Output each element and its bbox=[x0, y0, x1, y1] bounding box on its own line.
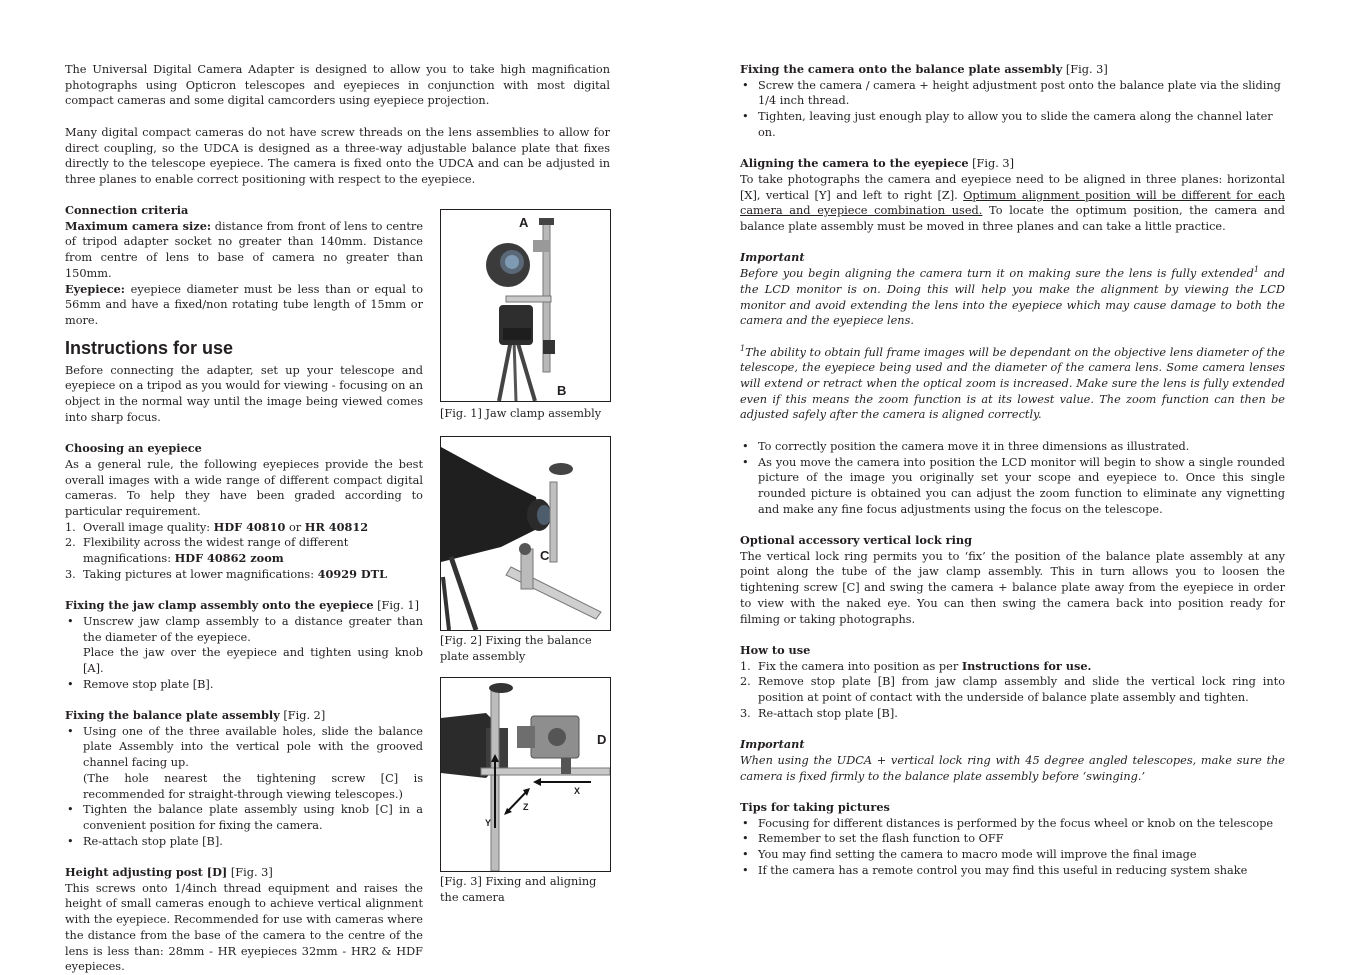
list-text: Re-attach stop plate [B]. bbox=[758, 706, 898, 720]
right-column bbox=[740, 62, 1285, 878]
list-item bbox=[65, 535, 423, 566]
figure-2-caption: [Fig. 2] Fixing the balance plate assembly bbox=[440, 634, 592, 663]
fixing-heading-line bbox=[740, 62, 1285, 78]
intro-paragraph-1: The Universal Digital Camera Adapter is designed to allow you to take high magnification photographs using Opticron telescopes and eyepieces in conjunction with most digital compact cameras and some digital camcorders using eyepiece projection. bbox=[65, 63, 610, 108]
list-item bbox=[65, 614, 423, 677]
list-text: Focusing for different distances is performed by the focus wheel or knob on the telescope bbox=[758, 816, 1274, 830]
aligning-text-part: To take photographs the camera and eyepiece need to be aligned in three planes: horizontal [X], vertical [Y] and left to right [Z]. bbox=[740, 172, 1285, 202]
list-text: Using one of the three available holes, slide the balance plate Assembly into the vertical pole with the grooved channel facing up. bbox=[83, 724, 423, 770]
lockring-heading: Optional accessory vertical lock ring bbox=[740, 533, 972, 548]
left-narrow-column bbox=[65, 203, 423, 975]
footnote-marker: 1 bbox=[1253, 265, 1259, 275]
balance-heading: Fixing the balance plate assembly bbox=[65, 708, 280, 723]
height-heading-line bbox=[65, 865, 423, 881]
product-code: 40929 DTL bbox=[317, 566, 388, 581]
list-item bbox=[740, 831, 1285, 847]
list-item bbox=[740, 659, 1285, 675]
list-item bbox=[65, 677, 423, 693]
eyepiece-paragraph bbox=[65, 282, 423, 329]
label-z: Z bbox=[523, 802, 529, 812]
list-number: 3. bbox=[65, 567, 76, 581]
list-number: 1. bbox=[65, 520, 76, 534]
list-text: Tighten, leaving just enough play to allow you to slide the camera along the channel later on. bbox=[758, 110, 1273, 139]
list-text: Remove stop plate [B]. bbox=[83, 677, 214, 691]
label-d: D bbox=[597, 732, 607, 747]
figure-3-caption: [Fig. 3] Fixing and aligning the camera bbox=[440, 875, 597, 904]
choosing-heading: Choosing an eyepiece bbox=[65, 441, 202, 456]
eyepiece-label: Eyepiece: bbox=[65, 281, 125, 296]
lockring-text: The vertical lock ring permits you to ‘fix’ the position of the balance plate assembly at any point along the tube of the jaw clamp assembly. This in turn allows you to loosen the tightening screw [C] and swing the camera + balance plate away from the eyepiece in order to view with the naked eye. You can then swing the camera back into position ready for filming or taking photographs. bbox=[740, 549, 1285, 626]
list-item bbox=[740, 439, 1285, 455]
aligning-underlined-text: Optimum alignment position will be different for each camera and eyepiece combination used. bbox=[740, 188, 1285, 218]
choosing-list bbox=[65, 520, 423, 583]
list-text: Remember to set the flash function to OFF bbox=[758, 832, 1004, 846]
fig-ref: [Fig. 1] bbox=[377, 599, 419, 613]
list-text: Unscrew jaw clamp assembly to a distance greater than the diameter of the eyepiece. bbox=[83, 614, 423, 644]
footnote-marker: 1 bbox=[740, 343, 746, 353]
height-heading: Height adjusting post [D] bbox=[65, 865, 228, 880]
intro-paragraph-2: Many digital compact cameras do not have screw threads on the lens assemblies to allow for direct coupling, so the UDCA is designed as a three-way adjustable balance plate that fixes directly to the telescope eyepiece. The camera is fixed onto the UDCA and can be adjusted in three planes to enable correct positioning with respect to the eyepiece. bbox=[65, 125, 610, 186]
figure-3-camera-alignment bbox=[440, 677, 611, 872]
figure-1-jaw-clamp bbox=[440, 209, 611, 402]
balance-plate-illustration bbox=[441, 437, 610, 630]
instructions-heading: Instructions for use bbox=[65, 337, 234, 358]
left-intro bbox=[65, 62, 610, 188]
list-text: Re-attach stop plate [B]. bbox=[83, 834, 223, 848]
list-text: (The hole nearest the tightening screw [C] is recommended for straight-through viewing telescopes.) bbox=[83, 771, 423, 801]
figure-1-caption: [Fig. 1] Jaw clamp assembly bbox=[440, 407, 602, 420]
list-item bbox=[65, 834, 423, 850]
list-item bbox=[740, 455, 1285, 518]
list-item bbox=[65, 802, 423, 833]
list-number: 2. bbox=[740, 675, 751, 689]
label-c: C bbox=[540, 548, 550, 563]
list-text: or bbox=[285, 520, 305, 534]
list-item bbox=[65, 520, 423, 536]
label-a: A bbox=[519, 215, 529, 230]
aligning-heading: Aligning the camera to the eyepiece bbox=[740, 156, 969, 171]
list-item bbox=[65, 567, 423, 583]
product-code: HR 40812 bbox=[304, 519, 369, 534]
list-item bbox=[740, 847, 1285, 863]
choosing-text: As a general rule, the following eyepieces provide the best overall images with a wide range of different compact digital cameras. To help they have been graded according to particular requirement. bbox=[65, 457, 423, 518]
list-text: Remove stop plate [B] from jaw clamp assembly and slide the vertical lock ring into position at point of contact with the underside of balance plate assembly and tighten. bbox=[758, 675, 1285, 705]
list-bold-text: Instructions for use. bbox=[961, 658, 1092, 673]
list-text: Tighten the balance plate assembly using knob [C] in a convenient position for fixing the camera. bbox=[83, 803, 423, 832]
height-text: This screws onto 1/4inch thread equipment and raises the height of small cameras enough to achieve vertical alignment with the eyepiece. Recommended for use with cameras where the distance from the base of the camera to the centre of the lens is less than: 28mm - HR eyepieces 32mm - HR2 & HDF eyepieces. bbox=[65, 881, 423, 974]
list-text: As you move the camera into position the LCD monitor will begin to show a single rounded picture of the image you originally set your scope and eyepiece to. Once this single rounded picture is obtained you can adjust the zoom function to eliminate any vignetting and make any fine focus adjustments using the focus on the telescope. bbox=[758, 455, 1285, 516]
list-text: Overall image quality: bbox=[83, 520, 214, 534]
howto-list bbox=[740, 659, 1285, 722]
aligning-text-part: To locate the optimum position, the camera and balance plate assembly must be moved in three planes and can take a little practice. bbox=[740, 204, 1285, 234]
important-heading-2: Important bbox=[740, 737, 805, 752]
list-item bbox=[65, 724, 423, 803]
fig-ref: [Fig. 3] bbox=[972, 157, 1014, 171]
position-list bbox=[740, 439, 1285, 518]
max-size-label: Maximum camera size: bbox=[65, 218, 212, 233]
label-x: X bbox=[574, 786, 581, 796]
important-heading-1: Important bbox=[740, 250, 805, 265]
fig-ref: [Fig. 3] bbox=[230, 866, 273, 880]
list-text: Fix the camera into position as per bbox=[758, 659, 962, 673]
eyepiece-text: eyepiece diameter must be less than or equal to 56mm and have a fixed/non rotating tube length of 15mm or more. bbox=[65, 282, 424, 327]
fig-ref: [Fig. 2] bbox=[283, 709, 326, 723]
important-text-part: Before you begin aligning the camera turn it on making sure the lens is fully extended bbox=[740, 267, 1254, 281]
fig-ref: [Fig. 3] bbox=[1065, 63, 1108, 76]
connection-heading: Connection criteria bbox=[65, 203, 189, 217]
list-item bbox=[740, 78, 1285, 109]
tips-list bbox=[740, 816, 1285, 879]
figure-2-balance-plate bbox=[440, 436, 611, 631]
label-y: Y bbox=[485, 818, 492, 828]
fixing-list bbox=[740, 78, 1285, 141]
tips-heading: Tips for taking pictures bbox=[740, 799, 890, 814]
list-item bbox=[740, 109, 1285, 140]
jaw-clamp-illustration bbox=[441, 210, 610, 401]
max-size-paragraph bbox=[65, 219, 423, 282]
list-item bbox=[740, 863, 1285, 879]
list-text: Flexibility across the widest range of different magnifications: bbox=[83, 536, 349, 566]
list-text: To correctly position the camera move it in three dimensions as illustrated. bbox=[758, 439, 1190, 453]
list-text: You may find setting the camera to macro mode will improve the final image bbox=[758, 848, 1197, 862]
list-text: If the camera has a remote control you may find this useful in reducing system shake bbox=[758, 863, 1248, 877]
list-text: Screw the camera / camera + height adjustment post onto the balance plate via the sliding 1/4 inch thread. bbox=[758, 78, 1281, 108]
instructions-text: Before connecting the adapter, set up your telescope and eyepiece on a tripod as you would for viewing - focusing on an object in the normal way until the image being viewed comes into sharp focus. bbox=[65, 363, 423, 424]
camera-alignment-illustration bbox=[441, 678, 610, 871]
important-text-1 bbox=[740, 266, 1285, 329]
list-item bbox=[740, 674, 1285, 705]
howto-heading: How to use bbox=[740, 642, 811, 657]
aligning-heading-line bbox=[740, 156, 1285, 172]
list-item bbox=[740, 706, 1285, 722]
list-text: Place the jaw over the eyepiece and tighten using knob [A]. bbox=[83, 646, 423, 675]
list-item bbox=[740, 816, 1285, 832]
balance-list bbox=[65, 724, 423, 850]
footnote-text: The ability to obtain full frame images will be dependant on the objective lens diameter of the telescope, the eyepiece being used and the diameter of the camera lens. Some camera lenses will extend or retract when the optical zoom is increased. Make sure the lens is fully extended even if this means the zoom function is at its lowest value. The zoom function can then be adjusted safely after the camera is aligned correctly. bbox=[740, 345, 1285, 422]
important-text-2: When using the UDCA + vertical lock ring with 45 degree angled telescopes, make sure the camera is fixed firmly to the balance plate assembly before ‘swinging.’ bbox=[740, 753, 1285, 783]
jaw-list bbox=[65, 614, 423, 693]
list-number: 3. bbox=[740, 706, 751, 720]
fixing-heading: Fixing the camera onto the balance plate assembly bbox=[740, 62, 1063, 76]
important-text-part: and the LCD monitor is on. Doing this will help you make the alignment by viewing the LCD monitor and avoid extending the lens into the eyepiece which may cause damage to both the camera and the eyepiece lens. bbox=[740, 267, 1285, 328]
aligning-text bbox=[740, 172, 1285, 235]
label-b: B bbox=[557, 383, 567, 398]
jaw-heading: Fixing the jaw clamp assembly onto the eyepiece bbox=[65, 598, 374, 613]
jaw-heading-line bbox=[65, 598, 423, 614]
list-number: 1. bbox=[740, 659, 751, 673]
list-number: 2. bbox=[65, 536, 76, 550]
max-size-text: distance from front of lens to centre of tripod adapter socket no greater than 140mm. Distance from centre of lens to base of camera no greater than 150mm. bbox=[65, 219, 424, 280]
balance-heading-line bbox=[65, 708, 423, 724]
list-text: Taking pictures at lower magnifications: bbox=[83, 567, 318, 581]
footnote bbox=[740, 345, 1285, 424]
product-code: HDF 40810 bbox=[213, 519, 286, 534]
product-code: HDF 40862 zoom bbox=[174, 551, 284, 566]
